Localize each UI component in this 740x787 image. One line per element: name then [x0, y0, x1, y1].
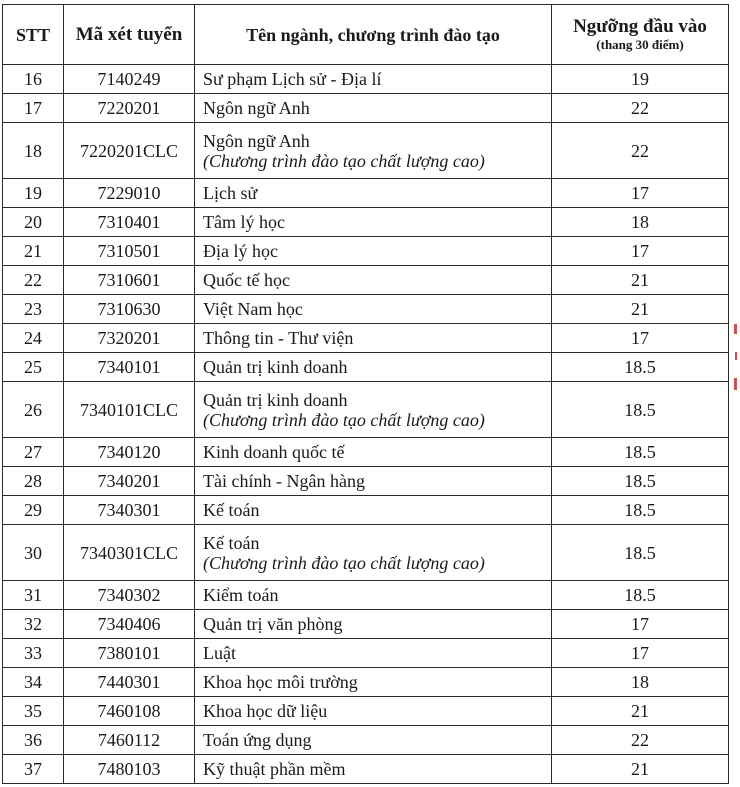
- table-row: [3, 179, 729, 208]
- program-name: Lịch sử: [203, 183, 258, 203]
- row-program-name: [195, 266, 552, 295]
- row-threshold-score: 21: [552, 266, 729, 295]
- program-name: Quản trị kinh doanh: [203, 389, 348, 410]
- program-name: Tâm lý học: [203, 212, 285, 232]
- program-name: Ngôn ngữ Anh: [203, 130, 310, 151]
- table-header-row: [3, 5, 729, 65]
- row-code: 7310601: [64, 266, 195, 295]
- row-program-name: [195, 208, 552, 237]
- row-code: 7340301: [64, 496, 195, 525]
- row-stt: 33: [3, 639, 64, 668]
- table-row: [3, 208, 729, 237]
- table-row: [3, 525, 729, 581]
- row-stt: 36: [3, 726, 64, 755]
- table-row: [3, 639, 729, 668]
- program-name: Kiểm toán: [203, 585, 279, 605]
- row-program-name: [195, 295, 552, 324]
- row-threshold-score: 17: [552, 237, 729, 266]
- row-stt: 28: [3, 467, 64, 496]
- program-name: Quốc tế học: [203, 270, 290, 290]
- table-row: [3, 123, 729, 179]
- row-code: 7440301: [64, 668, 195, 697]
- row-stt: 24: [3, 324, 64, 353]
- header-code-label: Mã xét tuyển: [75, 23, 183, 45]
- header-stt: STT: [3, 5, 64, 65]
- row-threshold-score: 18.5: [552, 581, 729, 610]
- program-name: Quản trị văn phòng: [203, 614, 343, 634]
- row-stt: 30: [3, 525, 64, 581]
- table-row: [3, 467, 729, 496]
- table-row: [3, 324, 729, 353]
- row-stt: 34: [3, 668, 64, 697]
- program-note: (Chương trình đào tạo chất lượng cao): [203, 409, 485, 430]
- table-row: [3, 581, 729, 610]
- row-threshold-score: 17: [552, 179, 729, 208]
- row-program-name: [195, 237, 552, 266]
- row-code: 7340406: [64, 610, 195, 639]
- header-program: Tên ngành, chương trình đào tạo: [195, 5, 552, 65]
- program-name: Kế toán: [203, 500, 260, 520]
- row-threshold-score: 18.5: [552, 382, 729, 438]
- row-threshold-score: 17: [552, 610, 729, 639]
- row-code: 7460108: [64, 697, 195, 726]
- row-program-name: [195, 94, 552, 123]
- row-stt: 20: [3, 208, 64, 237]
- row-program-name: [195, 467, 552, 496]
- row-code: 7320201: [64, 324, 195, 353]
- row-code: 7220201CLC: [64, 123, 195, 179]
- row-program-name: [195, 382, 552, 438]
- red-stamp-edge: [733, 322, 739, 412]
- row-threshold-score: 21: [552, 697, 729, 726]
- row-code: 7310630: [64, 295, 195, 324]
- row-stt: 22: [3, 266, 64, 295]
- row-program-name: [195, 726, 552, 755]
- table-row: [3, 697, 729, 726]
- row-code: 7340101CLC: [64, 382, 195, 438]
- row-program-name: [195, 581, 552, 610]
- table-row: [3, 94, 729, 123]
- program-name: Khoa học dữ liệu: [203, 701, 328, 721]
- row-stt: 17: [3, 94, 64, 123]
- row-threshold-score: 18.5: [552, 438, 729, 467]
- header-threshold-label: Ngưỡng đầu vào: [573, 15, 707, 37]
- program-name: Tài chính - Ngân hàng: [203, 471, 365, 491]
- row-threshold-score: 18: [552, 668, 729, 697]
- table-row: [3, 382, 729, 438]
- row-stt: 32: [3, 610, 64, 639]
- row-program-name: [195, 610, 552, 639]
- header-threshold: [552, 5, 729, 65]
- program-name: Việt Nam học: [203, 299, 303, 319]
- row-threshold-score: 18.5: [552, 353, 729, 382]
- row-code: 7380101: [64, 639, 195, 668]
- program-name: Kế toán: [203, 532, 260, 553]
- table-row: [3, 353, 729, 382]
- row-program-name: [195, 179, 552, 208]
- row-program-name: [195, 697, 552, 726]
- row-code: 7340120: [64, 438, 195, 467]
- row-program-name: [195, 123, 552, 179]
- program-name: Luật: [203, 643, 236, 663]
- table-row: [3, 237, 729, 266]
- program-name: Kinh doanh quốc tế: [203, 442, 345, 462]
- row-program-name: [195, 65, 552, 94]
- stamp-fragment: [735, 352, 737, 360]
- table-row: [3, 295, 729, 324]
- table-row: [3, 726, 729, 755]
- row-threshold-score: 18: [552, 208, 729, 237]
- row-code: 7340201: [64, 467, 195, 496]
- row-stt: 18: [3, 123, 64, 179]
- row-program-name: [195, 668, 552, 697]
- row-program-name: [195, 438, 552, 467]
- row-code: 7460112: [64, 726, 195, 755]
- row-stt: 27: [3, 438, 64, 467]
- row-stt: 25: [3, 353, 64, 382]
- row-threshold-score: 18.5: [552, 467, 729, 496]
- row-program-name: [195, 353, 552, 382]
- row-threshold-score: 17: [552, 324, 729, 353]
- row-code: 7220201: [64, 94, 195, 123]
- program-name: Sư phạm Lịch sử - Địa lí: [203, 69, 382, 89]
- table-row: [3, 496, 729, 525]
- table-row: [3, 610, 729, 639]
- header-code: [64, 5, 195, 65]
- row-stt: 23: [3, 295, 64, 324]
- program-name: Ngôn ngữ Anh: [203, 98, 310, 118]
- table-row: [3, 266, 729, 295]
- program-note: (Chương trình đào tạo chất lượng cao): [203, 552, 485, 573]
- row-code: 7340101: [64, 353, 195, 382]
- row-program-name: [195, 324, 552, 353]
- row-stt: 29: [3, 496, 64, 525]
- row-code: 7310401: [64, 208, 195, 237]
- header-threshold-note: (thang 30 điểm): [596, 36, 684, 52]
- row-code: 7310501: [64, 237, 195, 266]
- program-note: (Chương trình đào tạo chất lượng cao): [203, 150, 485, 171]
- row-code: 7140249: [64, 65, 195, 94]
- row-threshold-score: 17: [552, 639, 729, 668]
- row-stt: 21: [3, 237, 64, 266]
- program-name: Khoa học môi trường: [203, 672, 358, 692]
- row-code: 7229010: [64, 179, 195, 208]
- row-threshold-score: 22: [552, 123, 729, 179]
- row-code: 7480103: [64, 755, 195, 784]
- program-name: Thông tin - Thư viện: [203, 328, 354, 348]
- row-code: 7340301CLC: [64, 525, 195, 581]
- row-program-name: [195, 525, 552, 581]
- row-threshold-score: 21: [552, 295, 729, 324]
- row-threshold-score: 22: [552, 94, 729, 123]
- row-stt: 19: [3, 179, 64, 208]
- row-program-name: [195, 639, 552, 668]
- program-name: Quản trị kinh doanh: [203, 357, 348, 377]
- row-stt: 26: [3, 382, 64, 438]
- program-name: Địa lý học: [203, 241, 278, 261]
- row-stt: 37: [3, 755, 64, 784]
- row-code: 7340302: [64, 581, 195, 610]
- table-row: [3, 755, 729, 784]
- program-name: Toán ứng dụng: [203, 730, 312, 750]
- row-program-name: [195, 755, 552, 784]
- table-row: [3, 65, 729, 94]
- row-stt: 35: [3, 697, 64, 726]
- row-stt: 31: [3, 581, 64, 610]
- row-threshold-score: 21: [552, 755, 729, 784]
- stamp-fragment: [734, 324, 737, 334]
- row-threshold-score: 19: [552, 65, 729, 94]
- row-threshold-score: 22: [552, 726, 729, 755]
- row-program-name: [195, 496, 552, 525]
- admission-threshold-table: [2, 4, 729, 784]
- row-threshold-score: 18.5: [552, 496, 729, 525]
- row-threshold-score: 18.5: [552, 525, 729, 581]
- table-row: [3, 438, 729, 467]
- table-row: [3, 668, 729, 697]
- program-name: Kỹ thuật phần mềm: [203, 759, 346, 779]
- stamp-fragment: [734, 378, 737, 390]
- row-stt: 16: [3, 65, 64, 94]
